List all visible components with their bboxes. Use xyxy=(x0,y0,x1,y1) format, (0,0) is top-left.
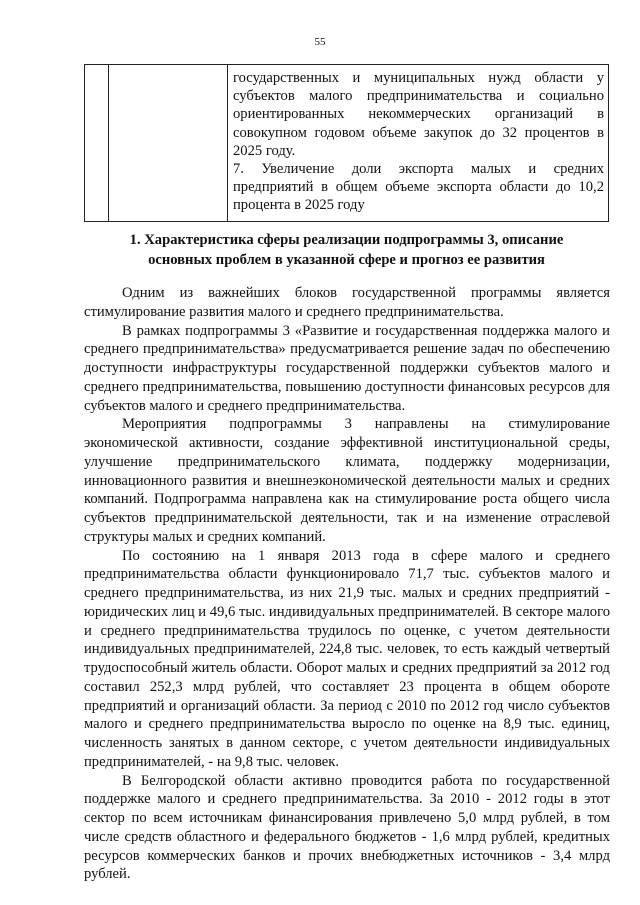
table-row xyxy=(85,65,609,222)
paragraph: В Белгородской области активно проводится работа по государственной поддержке малого и среднего предпринимательства. За 2010 - 2012 годы в этот сектор по всем источникам финансирования привлечено 5,0 млрд рублей, в том числе средств областного и федерального бюджетов - 1,6 млрд рублей, кредитных ресурсов коммерческих банков и прочих внебюджетных источников - 3,4 млрд рублей. xyxy=(84,772,610,883)
indicator-text: 7. Увеличение доли экспорта малых и средних предприятий в общем объеме экспорта области до 10,2 процента в 2025 году xyxy=(233,161,604,214)
section-heading-line: основных проблем в указанной сфере и прогноз ее развития xyxy=(148,251,545,268)
section-heading xyxy=(84,231,609,270)
section-body xyxy=(84,284,610,884)
indicator-text: государственных и муниципальных нужд области у субъектов малого предпринимательства и социально ориентированных некоммерческих организаций в совокупном годовом объеме закупок до 32 процентов в 2025 году. xyxy=(233,70,604,159)
paragraph: Мероприятия подпрограммы 3 направлены на стимулирование экономической активности, создание эффективной институциональной среды, улучшение предпринимательского климата, поддержку модернизации, инновационного развития и внешнеэкономической деятельности малых и средних компаний. Подпрограмма направлена как на стимулирование роста общего числа субъектов предпринимательской деятельности, так и на изменение отраслевой структуры малых и средних компаний. xyxy=(84,416,610,545)
goals-table xyxy=(84,64,609,222)
page-number: 55 xyxy=(314,36,326,48)
paragraph: По состоянию на 1 января 2013 года в сфере малого и среднего предпринимательства области функционировало 71,7 тыс. субъектов малого и среднего предпринимательства, из них 21,9 тыс. малых и средних предприятий - юридических лиц и 49,6 тыс. индивидуальных предпринимателей. В секторе малого и среднего предпринимательства трудилось по оценке, с учетом деятельности индивидуальных предпринимателей, 224,8 тыс. человек, то есть каждый четвертый трудоспособный житель области. Оборот малых и средних предприятий за 2012 год составил 252,3 млрд рублей, что составляет 23 процента в общем обороте предприятий и организаций области. За период с 2010 по 2012 год число субъектов малого и среднего предпринимательства выросло по оценке на 8,9 тыс. единиц, численность занятых в данном секторе, с учетом деятельности индивидуальных предпринимателей, - на 9,8 тыс. человек. xyxy=(84,547,610,770)
paragraph: В рамках подпрограммы 3 «Развитие и государственная поддержка малого и среднего предпринимательства» предусматривается решение задач по обеспечению доступности инфраструктуры государственной поддержки субъектов малого и среднего предпринимательства, повышению доступности финансовых ресурсов для субъектов малого и среднего предпринимательства. xyxy=(84,322,610,414)
table-cell-number xyxy=(85,65,109,222)
table-cell-name xyxy=(109,65,228,222)
table-cell-indicators xyxy=(228,65,609,222)
section-heading-line: 1. Характеристика сферы реализации подпрограммы 3, описание xyxy=(129,232,564,248)
paragraph: Одним из важнейших блоков государственной программы является стимулирование развития малого и среднего предпринимательства. xyxy=(84,285,610,320)
